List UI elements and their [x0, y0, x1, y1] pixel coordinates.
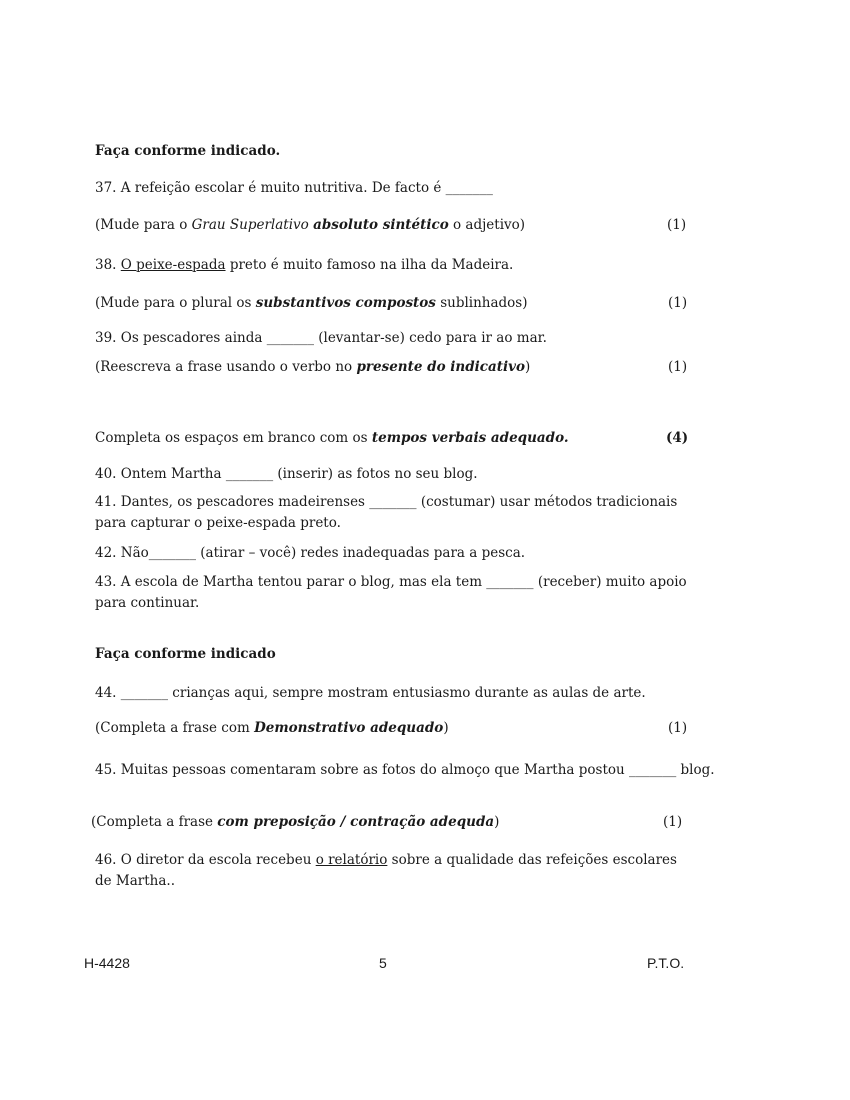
section-heading-2: Completa os espaços em branco com os tempos verbais adequado.: [95, 430, 569, 446]
question-42: 42. Não_______ (atirar – você) redes inadequadas para a pesca.: [95, 545, 526, 561]
question-41: 41. Dantes, os pescadores madeirenses _______ (costumar) usar métodos tradicionais para capturar o peixe-espada preto.: [95, 494, 678, 531]
question-44: 44. _______ crianças aqui, sempre mostram entusiasmo durante as aulas de arte.: [95, 685, 646, 701]
instruction-44: (Completa a frase com Demonstrativo adequado): [95, 720, 449, 736]
question-40: 40. Ontem Martha _______ (inserir) as fotos no seu blog.: [95, 466, 478, 482]
question-37: 37. A refeição escolar é muito nutritiva. De facto é _______: [95, 180, 493, 196]
question-43: 43. A escola de Martha tentou parar o blog, mas ela tem _______ (receber) muito apoio para continuar.: [95, 574, 687, 611]
footer-code: H-4428: [84, 955, 130, 971]
section-heading-1: Faça conforme indicado.: [95, 143, 281, 159]
instruction-37: (Mude para o Grau Superlativo absoluto sintético o adjetivo): [95, 217, 526, 233]
question-38: 38. O peixe-espada preto é muito famoso na ilha da Madeira.: [95, 257, 514, 273]
marks-44: (1): [668, 720, 688, 736]
marks-45: (1): [663, 814, 683, 830]
question-46: 46. O diretor da escola recebeu o relatório sobre a qualidade das refeições escolares de Martha..: [95, 852, 677, 889]
footer-pto: P.T.O.: [647, 955, 685, 971]
footer-page-number: 5: [379, 955, 387, 971]
section-heading-3: Faça conforme indicado: [95, 646, 276, 662]
marks-section-2: (4): [666, 430, 689, 446]
question-39: 39. Os pescadores ainda _______ (levantar-se) cedo para ir ao mar.: [95, 330, 547, 346]
marks-37: (1): [667, 217, 687, 233]
question-45: 45. Muitas pessoas comentaram sobre as fotos do almoço que Martha postou _______ blog.: [95, 762, 715, 778]
instruction-45: (Completa a frase com preposição / contração adequda): [91, 814, 500, 830]
instruction-38: (Mude para o plural os substantivos compostos sublinhados): [95, 295, 528, 311]
instruction-39: (Reescreva a frase usando o verbo no presente do indicativo): [95, 359, 531, 375]
marks-38: (1): [668, 295, 688, 311]
marks-39: (1): [668, 359, 688, 375]
